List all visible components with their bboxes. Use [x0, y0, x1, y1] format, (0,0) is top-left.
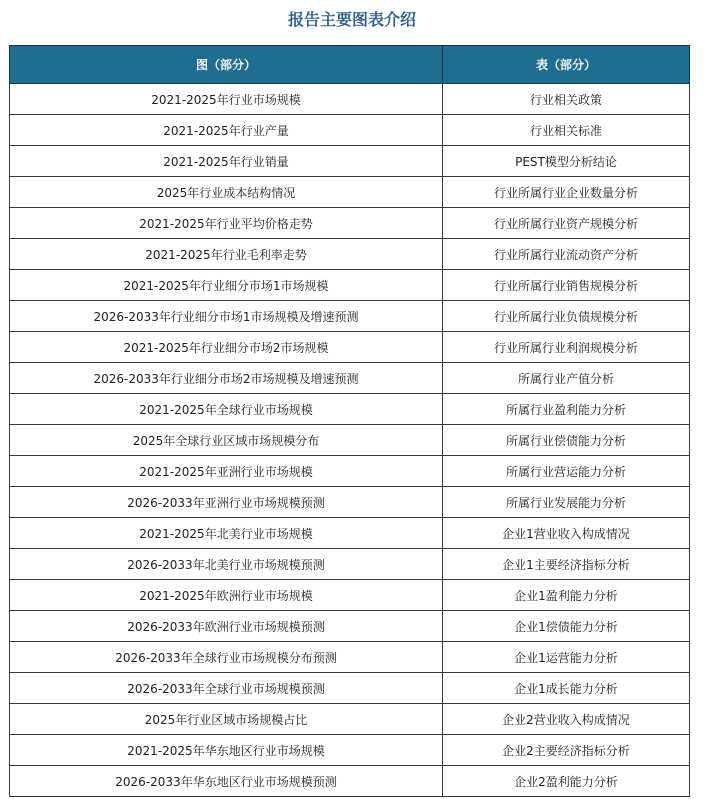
chart-name-cell: 2026-2033年全球行业市场规模分布预测	[10, 642, 443, 673]
chart-name-cell: 2021-2025年亚洲行业市场规模	[10, 456, 443, 487]
chart-name-cell: 2021-2025年北美行业市场规模	[10, 518, 443, 549]
table-row	[10, 208, 690, 239]
chart-name-cell: 2021-2025年行业销量	[10, 146, 443, 177]
table-row	[10, 549, 690, 580]
chart-name-cell: 2021-2025年全球行业市场规模	[10, 394, 443, 425]
table-row	[10, 704, 690, 735]
header-charts: 图（部分）	[10, 46, 443, 84]
table-name-cell: 所属行业发展能力分析	[443, 487, 690, 518]
table-row	[10, 580, 690, 611]
table-name-cell: 企业1成长能力分析	[443, 673, 690, 704]
table-body	[10, 84, 690, 797]
table-row	[10, 301, 690, 332]
table-name-cell: 行业所属行业销售规模分析	[443, 270, 690, 301]
chart-name-cell: 2026-2033年欧洲行业市场规模预测	[10, 611, 443, 642]
table-name-cell: 所属行业产值分析	[443, 363, 690, 394]
table-row	[10, 363, 690, 394]
table-row	[10, 487, 690, 518]
table-row	[10, 239, 690, 270]
chart-name-cell: 2026-2033年华东地区行业市场规模预测	[10, 766, 443, 797]
chart-name-cell: 2025年行业成本结构情况	[10, 177, 443, 208]
table-name-cell: 企业2营业收入构成情况	[443, 704, 690, 735]
table-row	[10, 611, 690, 642]
table-name-cell: 企业2主要经济指标分析	[443, 735, 690, 766]
table-row	[10, 146, 690, 177]
chart-name-cell: 2021-2025年华东地区行业市场规模	[10, 735, 443, 766]
table-row	[10, 456, 690, 487]
table-name-cell: 企业1盈利能力分析	[443, 580, 690, 611]
table-row	[10, 332, 690, 363]
table-name-cell: 所属行业营运能力分析	[443, 456, 690, 487]
chart-name-cell: 2026-2033年亚洲行业市场规模预测	[10, 487, 443, 518]
table-row	[10, 115, 690, 146]
chart-name-cell: 2021-2025年欧洲行业市场规模	[10, 580, 443, 611]
table-row	[10, 673, 690, 704]
table-name-cell: 行业所属行业企业数量分析	[443, 177, 690, 208]
table-name-cell: 行业相关标准	[443, 115, 690, 146]
table-name-cell: 行业所属行业资产规模分析	[443, 208, 690, 239]
table-name-cell: 企业1主要经济指标分析	[443, 549, 690, 580]
chart-name-cell: 2021-2025年行业毛利率走势	[10, 239, 443, 270]
table-name-cell: 企业1营业收入构成情况	[443, 518, 690, 549]
table-row	[10, 84, 690, 115]
chart-name-cell: 2021-2025年行业细分市场2市场规模	[10, 332, 443, 363]
table-row	[10, 735, 690, 766]
table-name-cell: PEST模型分析结论	[443, 146, 690, 177]
table-name-cell: 企业1运营能力分析	[443, 642, 690, 673]
chart-name-cell: 2025年全球行业区域市场规模分布	[10, 425, 443, 456]
chart-name-cell: 2026-2033年北美行业市场规模预测	[10, 549, 443, 580]
table-name-cell: 行业相关政策	[443, 84, 690, 115]
chart-name-cell: 2021-2025年行业平均价格走势	[10, 208, 443, 239]
table-row	[10, 270, 690, 301]
table-name-cell: 行业所属行业利润规模分析	[443, 332, 690, 363]
table-name-cell: 行业所属行业负债规模分析	[443, 301, 690, 332]
chart-name-cell: 2026-2033年全球行业市场规模预测	[10, 673, 443, 704]
table-name-cell: 企业2盈利能力分析	[443, 766, 690, 797]
chart-name-cell: 2026-2033年行业细分市场1市场规模及增速预测	[10, 301, 443, 332]
table-name-cell: 所属行业盈利能力分析	[443, 394, 690, 425]
table-row	[10, 394, 690, 425]
chart-name-cell: 2021-2025年行业细分市场1市场规模	[10, 270, 443, 301]
chart-name-cell: 2021-2025年行业市场规模	[10, 84, 443, 115]
table-name-cell: 所属行业偿债能力分析	[443, 425, 690, 456]
header-tables: 表（部分）	[443, 46, 690, 84]
chart-name-cell: 2021-2025年行业产量	[10, 115, 443, 146]
table-row	[10, 642, 690, 673]
chart-name-cell: 2026-2033年行业细分市场2市场规模及增速预测	[10, 363, 443, 394]
table-row	[10, 766, 690, 797]
chart-name-cell: 2025年行业区域市场规模占比	[10, 704, 443, 735]
table-row	[10, 177, 690, 208]
table-header-row	[10, 46, 690, 84]
chart-table-list	[9, 45, 690, 797]
table-name-cell: 企业1偿债能力分析	[443, 611, 690, 642]
table-row	[10, 518, 690, 549]
table-name-cell: 行业所属行业流动资产分析	[443, 239, 690, 270]
table-row	[10, 425, 690, 456]
page-title: 报告主要图表介绍	[287, 10, 416, 29]
